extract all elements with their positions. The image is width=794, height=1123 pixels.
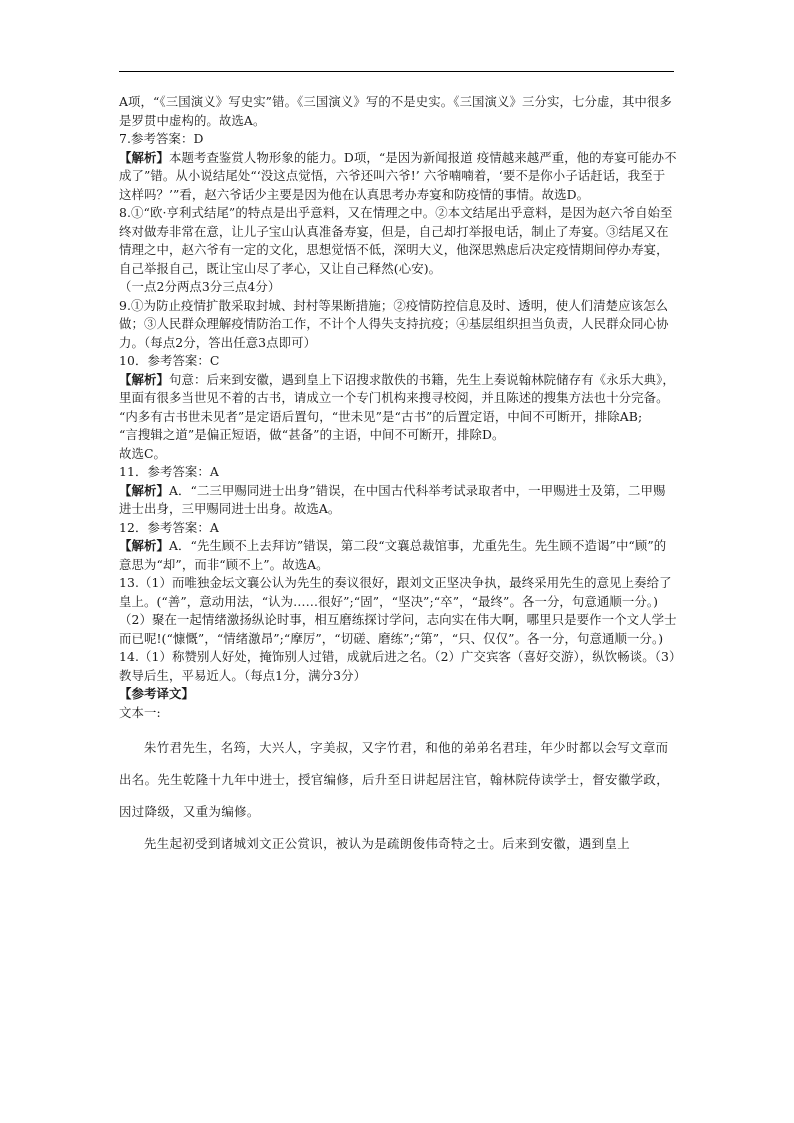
explanation-11 xyxy=(119,482,677,519)
explanation-text: 本题考查鉴赏人物形象的能力。D项，“是因为新闻报道 疫情越来越严重，他的寿宴可能办不成了”错。从小说结尾处“‘没这点觉悟，六爷还叫六爷!’ 六爷喃喃着，‘要不是你小子话赶话，我至于这样吗？’”看，赵六爷话少主要是因为他在认真思考办寿宴和防疫情的事情。故选D。 xyxy=(119,149,677,202)
explanation-tag: 【解析】 xyxy=(119,149,169,165)
answer-6-continued: A项，“《三国演义》写史实”错。《三国演义》写的不是史实。《三国演义》三分实，七分虚，其中很多是罗贯中虚构的。故选A。 xyxy=(119,94,672,128)
answer-8-scoring: （一点2分两点3分三点4分） xyxy=(119,279,281,294)
translation-paragraph-2: 先生起初受到诸城刘文正公赏识，被认为是疏朗俊伟奇特之士。后来到安徽，遇到皇上 xyxy=(144,836,631,851)
explanation-10 xyxy=(119,371,677,408)
answer-11: 11．参考答案：A xyxy=(119,464,219,479)
explanation-10-c: “言搜辑之道”是偏正短语，做“甚备”的主语，中间不可断开，排除D。 xyxy=(119,427,505,442)
answer-13-part2: （2）聚在一起情绪激扬纵论时事，相互磨练探讨学问，志向实在伟大啊，哪里只是要作一个文人学士而已呢!(“慷慨”，“情绪激昂”;“摩厉”，“切磋、磨练”;“第”，“只、仅仅”。各一分，句意通顺一分。) xyxy=(119,612,677,646)
explanation-12 xyxy=(119,537,677,574)
explanation-tag: 【解析】 xyxy=(119,482,169,498)
explanation-tag: 【解析】 xyxy=(119,538,169,553)
explanation-10-b: “内多有古书世未见者”是定语后置句，“世未见”是“古书”的后置定语，中间不可断开，排除AB; xyxy=(119,408,643,424)
answer-7: 7.参考答案：D xyxy=(119,131,204,146)
reference-translation-header: 【参考译文】 xyxy=(119,686,194,701)
explanation-text: A．“二三甲赐同进士出身”错误，在中国古代科举考试录取者中，一甲赐进士及第，二甲赐进士出身，三甲赐同进士出身。故选A。 xyxy=(119,482,666,516)
answer-14: 14.（1）称赞别人好处，掩饰别人过错，成就后进之名。（2）广交宾客（喜好交游），纵饮畅谈。（3）教导后生，平易近人。（每点1分，满分3分） xyxy=(119,649,676,683)
translation-paragraph-1: 朱竹君先生，名筠，大兴人，字美叔，又字竹君，和他的弟弟名君珪，年少时都以会写文章而出名。先生乾隆十九年中进士，授官编修，后升至日讲起居注官，翰林院侍读学士，督安徽学政，因过降级，又重为编修。 xyxy=(119,740,669,819)
explanation-10-d: 故选C。 xyxy=(119,445,167,461)
header-rule xyxy=(119,71,674,72)
explanation-7 xyxy=(119,149,677,205)
answer-9: 9.①为防止疫情扩散采取封城、封村等果断措施；②疫情防控信息及时、透明，使人们清楚应该怎么做；③人民群众理解疫情防治工作，不计个人得失支持抗疫；④基层组织担当负责，人民群众同心协力。（每点2分，答出任意3点即可） xyxy=(119,297,669,350)
translation-body xyxy=(119,732,677,860)
explanation-tag: 【解析】 xyxy=(119,371,169,387)
answer-8: 8.①“欧·亨利式结尾”的特点是出乎意料，又在情理之中。②本文结尾出乎意料，是因为赵六爷自始至终对做寿非常在意，让儿子宝山认真准备寿宴，但是，自己却打举报电话，制止了寿宴。③结尾又在情理之中，赵六爷有一定的文化，思想觉悟不低，深明大义，他深思熟虑后决定疫情期间停办寿宴，自己举报自己，既让宝山尽了孝心，又让自己释然(心安)。 xyxy=(119,205,673,276)
answer-12: 12．参考答案：A xyxy=(119,519,219,535)
explanation-text: A．“先生顾不上去拜访”错误，第二段“文襄总裁馆事，尤重先生。先生顾不造谒”中“顾”的意思为“却”，而非“顾不上”。故选A。 xyxy=(119,538,667,572)
explanation-text: 句意：后来到安徽，遇到皇上下诏搜求散佚的书籍，先生上奏说翰林院储存有《永乐大典》，里面有很多当世见不着的古书，请成立一个专门机构来搜寻校阅，并且陈述的搜集方法也十分完备。 xyxy=(119,371,675,405)
answer-13-part1: 13.（1）而唯独金坛文襄公认为先生的奏议很好，跟刘文正坚决争执，最终采用先生的意见上奏给了皇上。(“善”，意动用法，“认为……很好”;“固”，“坚决”;“卒”，“最终”。各一分，句意通顺一分。) xyxy=(119,575,672,609)
answer-document xyxy=(119,93,677,860)
answer-10: 10．参考答案：C xyxy=(119,353,220,368)
text-one-label: 文本一: xyxy=(119,704,161,720)
